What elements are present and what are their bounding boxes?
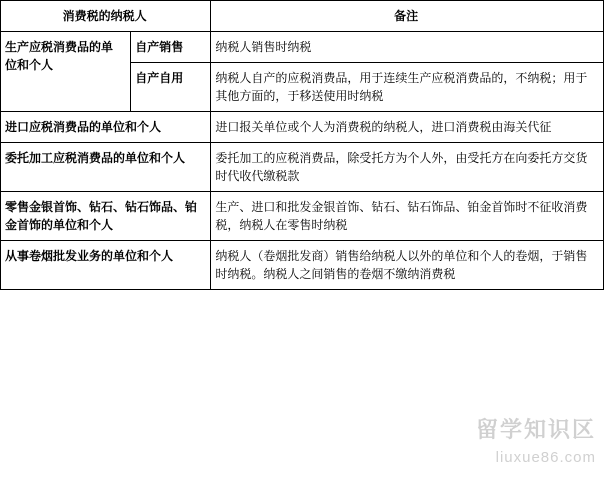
cell-sub-self-produced-use: 自产自用 [131, 63, 211, 112]
header-cell-remarks: 备注 [211, 1, 604, 32]
cell-sub-self-produced-sale: 自产销售 [131, 32, 211, 63]
cell-taxpayer-production: 生产应税消费品的单位和个人 [1, 32, 131, 112]
cell-taxpayer-entrusted-processing: 委托加工应税消费品的单位和个人 [1, 143, 211, 192]
watermark-main: 留学知识区 [475, 417, 596, 442]
table-row [1, 32, 604, 63]
header-cell-taxpayer: 消费税的纳税人 [1, 1, 211, 32]
table-row [1, 241, 604, 290]
cell-taxpayer-jewelry-retail: 零售金银首饰、钻石、钻石饰品、铂金首饰的单位和个人 [1, 192, 211, 241]
cell-taxpayer-import: 进口应税消费品的单位和个人 [1, 112, 211, 143]
table-header-row [1, 1, 604, 32]
cell-remark-import: 进口报关单位或个人为消费税的纳税人，进口消费税由海关代征 [211, 112, 604, 143]
table-row [1, 112, 604, 143]
cell-remark-self-produced-use: 纳税人自产的应税消费品，用于连续生产应税消费品的，不纳税；用于其他方面的，于移送使用时纳税 [211, 63, 604, 112]
cell-remark-jewelry-retail: 生产、进口和批发金银首饰、钻石、钻石饰品、铂金首饰时不征收消费税，纳税人在零售时纳税 [211, 192, 604, 241]
table-row [1, 143, 604, 192]
table-row [1, 192, 604, 241]
cell-remark-entrusted-processing: 委托加工的应税消费品，除受托方为个人外，由受托方在向委托方交货时代收代缴税款 [211, 143, 604, 192]
watermark-sub: liuxue86.com [495, 449, 596, 466]
cell-remark-cigarette-wholesale: 纳税人（卷烟批发商）销售给纳税人以外的单位和个人的卷烟，于销售时纳税。纳税人之间销售的卷烟不缴纳消费税 [211, 241, 604, 290]
cell-taxpayer-cigarette-wholesale: 从事卷烟批发业务的单位和个人 [1, 241, 211, 290]
cell-remark-self-produced-sale: 纳税人销售时纳税 [211, 32, 604, 63]
